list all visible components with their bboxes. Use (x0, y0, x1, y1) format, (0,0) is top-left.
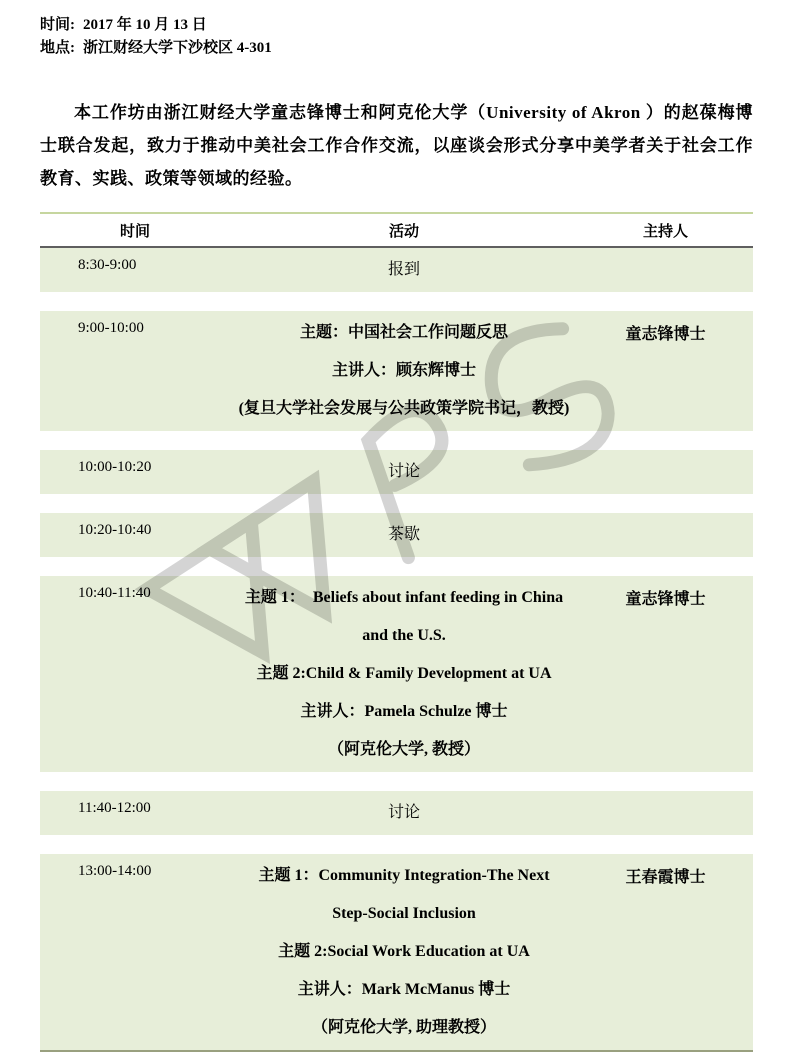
row-activity (230, 248, 578, 292)
activity-line: 主题 2:Social Work Education at UA (278, 943, 530, 960)
row-time: 9:00-10:00 (78, 320, 144, 336)
header-host: 主持人 (642, 223, 688, 240)
row-host: 童志锋博士 (625, 326, 706, 343)
row-activity (230, 576, 578, 772)
location-value: 浙江财经大学下沙校区 4-301 (83, 40, 272, 56)
table-row (40, 450, 753, 494)
activity-line: 讨论 (387, 463, 420, 480)
row-host: 王春霞博士 (625, 869, 706, 886)
date-value: 2017 年 10 月 13 日 (83, 17, 207, 33)
row-time: 11:40-12:00 (78, 800, 151, 816)
row-activity (230, 791, 578, 835)
activity-line: (复旦大学社会发展与公共政策学院书记，教授) (238, 400, 570, 417)
activity-line: 茶歇 (387, 526, 420, 543)
row-time: 13:00-14:00 (78, 863, 152, 879)
activity-line: 主讲人：Mark McManus 博士 (297, 981, 511, 998)
schedule-table (40, 212, 753, 1052)
table-row (40, 791, 753, 835)
location-label: 地点: (40, 40, 75, 56)
table-row (40, 513, 753, 557)
activity-line: 主题：中国社会工作问题反思 (299, 324, 508, 341)
row-time: 10:20-10:40 (78, 522, 152, 538)
row-host (578, 450, 753, 494)
event-location-line (40, 37, 753, 60)
row-activity (230, 513, 578, 557)
activity-line: 主题 2:Child & Family Development at UA (256, 665, 552, 682)
activity-line: 主题 1： Beliefs about infant feeding in China (244, 589, 564, 606)
header-activity: 活动 (388, 223, 419, 240)
table-row (40, 311, 753, 431)
activity-line: and the U.S. (362, 627, 446, 644)
row-time: 10:00-10:20 (78, 459, 152, 475)
event-date-line (40, 14, 753, 37)
table-header-row (40, 212, 753, 248)
row-time: 8:30-9:00 (78, 257, 137, 273)
table-row (40, 854, 753, 1052)
activity-line: 主讲人：顾东辉博士 (331, 362, 476, 379)
activity-line: 主讲人：Pamela Schulze 博士 (300, 703, 508, 720)
activity-line: 主题 1：Community Integration-The Next (258, 867, 550, 884)
activity-line: （阿克伦大学, 助理教授） (311, 1019, 496, 1036)
row-host: 童志锋博士 (625, 591, 706, 608)
activity-line: Step-Social Inclusion (332, 905, 476, 922)
table-body (40, 248, 753, 1052)
row-host (578, 248, 753, 292)
table-row (40, 576, 753, 772)
row-host (578, 513, 753, 557)
row-activity (230, 450, 578, 494)
date-label: 时间: (40, 17, 75, 33)
table-row (40, 248, 753, 292)
intro-paragraph: 本工作坊由浙江财经大学童志锋博士和阿克伦大学（University of Akron ）的赵葆梅博士联合发起，致力于推动中美社会工作合作交流，以座谈会形式分享中美学者关于社会工作教育、实践、政策等领域的经验。 (40, 103, 753, 188)
row-host (578, 791, 753, 835)
row-activity (230, 311, 578, 431)
activity-line: 报到 (387, 261, 420, 278)
header-time: 时间 (119, 223, 150, 240)
activity-line: 讨论 (387, 804, 420, 821)
activity-line: （阿克伦大学, 教授） (327, 741, 480, 758)
row-time: 10:40-11:40 (78, 585, 151, 601)
